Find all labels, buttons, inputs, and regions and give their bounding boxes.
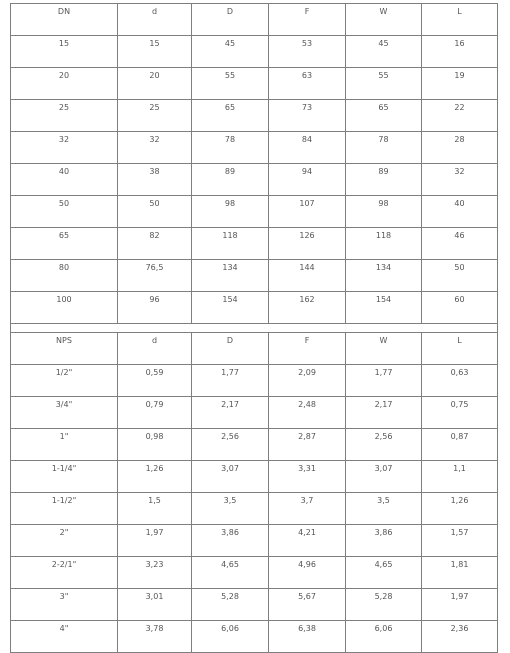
cell-value: 76,5 — [145, 263, 164, 272]
cell-value: 3,5 — [377, 496, 390, 505]
table-cell — [11, 36, 118, 68]
table-cell — [422, 164, 498, 196]
table-cell — [346, 132, 422, 164]
table-row — [11, 196, 498, 228]
table-cell — [346, 196, 422, 228]
table-cell — [346, 228, 422, 260]
header-cell — [269, 333, 346, 365]
table-cell — [422, 196, 498, 228]
metric-header-row — [11, 4, 498, 36]
table-row — [11, 397, 498, 429]
cell-value: 60 — [454, 295, 465, 304]
header-cell — [11, 333, 118, 365]
cell-value: 5,28 — [374, 592, 393, 601]
table-cell — [422, 621, 498, 653]
cell-value: 2,36 — [450, 624, 469, 633]
cell-value: 55 — [224, 71, 236, 80]
cell-value: 32 — [149, 135, 160, 144]
cell-value: 65 — [224, 103, 236, 112]
cell-value: 3,7 — [300, 496, 314, 505]
cell-value: 2,09 — [298, 368, 316, 377]
cell-value: 1,26 — [145, 464, 164, 473]
cell-value: 46 — [454, 231, 465, 240]
table-cell — [422, 461, 498, 493]
cell-value: 3,07 — [374, 464, 393, 473]
cell-value: 84 — [301, 135, 313, 144]
table-cell — [269, 621, 346, 653]
table-cell — [11, 397, 118, 429]
header-label: W — [379, 7, 388, 16]
cell-value: 45 — [224, 39, 236, 48]
cell-value: 1,5 — [148, 496, 161, 505]
table-row — [11, 260, 498, 292]
cell-value: 40 — [454, 199, 465, 208]
table-cell — [11, 461, 118, 493]
section-spacer-row — [11, 324, 498, 333]
cell-value: 154 — [375, 295, 392, 304]
table-cell — [422, 36, 498, 68]
cell-value: 53 — [301, 39, 313, 48]
header-cell — [346, 4, 422, 36]
header-label: F — [304, 336, 310, 345]
table-cell — [118, 589, 192, 621]
cell-value: 15 — [149, 39, 160, 48]
table-cell — [11, 164, 118, 196]
cell-value: 100 — [56, 295, 72, 304]
header-cell — [346, 333, 422, 365]
cell-value: 96 — [149, 295, 160, 304]
cell-value: 20 — [149, 71, 160, 80]
cell-value: 0,98 — [145, 432, 164, 441]
table-row — [11, 292, 498, 324]
table-cell — [346, 525, 422, 557]
table-cell — [192, 493, 269, 525]
header-cell — [118, 4, 192, 36]
cell-value: 78 — [224, 135, 236, 144]
cell-value: 50 — [58, 199, 70, 208]
cell-value: 94 — [301, 167, 313, 176]
table-row — [11, 164, 498, 196]
table-cell — [192, 557, 269, 589]
cell-value: 3" — [59, 592, 69, 601]
cell-value: 3,23 — [145, 560, 164, 569]
table-cell — [11, 589, 118, 621]
cell-value: 65 — [378, 103, 389, 112]
cell-value: 50 — [149, 199, 160, 208]
cell-value: 78 — [378, 135, 389, 144]
table-row — [11, 228, 498, 260]
cell-value: 6,06 — [374, 624, 393, 633]
table-cell — [11, 260, 118, 292]
table-cell — [269, 429, 346, 461]
cell-value: 4" — [59, 624, 69, 633]
table-cell — [118, 228, 192, 260]
cell-value: 134 — [222, 263, 238, 272]
header-cell — [192, 333, 269, 365]
table-cell — [346, 589, 422, 621]
table-cell — [192, 228, 269, 260]
table-row — [11, 621, 498, 653]
table-cell — [11, 292, 118, 324]
table-cell — [346, 397, 422, 429]
table-cell — [422, 260, 498, 292]
table-cell — [346, 36, 422, 68]
cell-value: 2,17 — [374, 400, 393, 409]
table-cell — [192, 621, 269, 653]
table-cell — [269, 228, 346, 260]
cell-value: 73 — [301, 103, 313, 112]
cell-value: 1,81 — [450, 560, 469, 569]
table-cell — [118, 429, 192, 461]
cell-value: 3,86 — [221, 528, 239, 537]
table-cell — [118, 100, 192, 132]
table-cell — [269, 260, 346, 292]
cell-value: 4,65 — [221, 560, 239, 569]
header-label: L — [457, 336, 462, 345]
table-row — [11, 365, 498, 397]
cell-value: 1,77 — [221, 368, 239, 377]
spacer-cell — [11, 324, 498, 333]
cell-value: 20 — [58, 71, 70, 80]
cell-value: 25 — [58, 103, 70, 112]
table-cell — [118, 525, 192, 557]
cell-value: 1,77 — [374, 368, 393, 377]
cell-value: 15 — [58, 39, 70, 48]
table-cell — [422, 589, 498, 621]
table-cell — [192, 589, 269, 621]
table-row — [11, 525, 498, 557]
cell-value: 2,48 — [298, 400, 316, 409]
table-cell — [346, 461, 422, 493]
table-cell — [269, 164, 346, 196]
table-cell — [118, 621, 192, 653]
table-cell — [11, 621, 118, 653]
cell-value: 144 — [299, 263, 315, 272]
header-label: D — [226, 336, 234, 345]
table-cell — [269, 589, 346, 621]
table-row — [11, 557, 498, 589]
table-cell — [269, 36, 346, 68]
table-cell — [422, 228, 498, 260]
cell-value: 3,07 — [221, 464, 239, 473]
table-cell — [346, 557, 422, 589]
table-cell — [346, 621, 422, 653]
cell-value: 1" — [59, 432, 69, 441]
header-cell — [269, 4, 346, 36]
table-cell — [11, 429, 118, 461]
table-cell — [269, 100, 346, 132]
table-cell — [422, 493, 498, 525]
table-cell — [11, 493, 118, 525]
cell-value: 38 — [149, 167, 160, 176]
table-cell — [269, 68, 346, 100]
table-cell — [346, 100, 422, 132]
cell-value: 0,87 — [450, 432, 469, 441]
cell-value: 5,67 — [298, 592, 316, 601]
dimensions-table — [10, 3, 498, 653]
cell-value: 6,06 — [221, 624, 239, 633]
cell-value: 19 — [454, 71, 465, 80]
table-cell — [346, 164, 422, 196]
cell-value: 1,97 — [450, 592, 469, 601]
header-label: d — [151, 7, 158, 16]
cell-value: 1,1 — [453, 464, 466, 473]
cell-value: 80 — [58, 263, 70, 272]
table-cell — [118, 493, 192, 525]
cell-value: 0,59 — [145, 368, 164, 377]
table-cell — [118, 196, 192, 228]
table-cell — [192, 429, 269, 461]
cell-value: 134 — [375, 263, 392, 272]
header-cell — [11, 4, 118, 36]
header-label: W — [379, 336, 388, 345]
table-cell — [118, 365, 192, 397]
cell-value: 118 — [375, 231, 392, 240]
cell-value: 0,63 — [450, 368, 469, 377]
cell-value: 107 — [299, 199, 315, 208]
table-row — [11, 493, 498, 525]
header-cell — [118, 333, 192, 365]
table-cell — [269, 525, 346, 557]
cell-value: 3,5 — [223, 496, 237, 505]
cell-value: 16 — [454, 39, 465, 48]
table-cell — [346, 365, 422, 397]
table-cell — [192, 68, 269, 100]
table-cell — [192, 461, 269, 493]
cell-value: 2,56 — [374, 432, 393, 441]
cell-value: 2,17 — [221, 400, 239, 409]
table-cell — [422, 365, 498, 397]
cell-value: 50 — [454, 263, 465, 272]
table-cell — [118, 164, 192, 196]
cell-value: 4,21 — [298, 528, 316, 537]
cell-value: 154 — [222, 295, 238, 304]
table-cell — [422, 68, 498, 100]
cell-value: 82 — [149, 231, 160, 240]
table-row — [11, 100, 498, 132]
table-row — [11, 36, 498, 68]
table-cell — [11, 132, 118, 164]
cell-value: 3/4" — [55, 400, 73, 409]
table-cell — [11, 196, 118, 228]
header-cell — [192, 4, 269, 36]
header-label: NPS — [56, 336, 72, 345]
cell-value: 6,38 — [298, 624, 316, 633]
cell-value: 98 — [224, 199, 236, 208]
cell-value: 0,75 — [450, 400, 469, 409]
table-cell — [11, 228, 118, 260]
table-cell — [269, 397, 346, 429]
cell-value: 3,31 — [298, 464, 316, 473]
cell-value: 63 — [301, 71, 313, 80]
table-cell — [118, 292, 192, 324]
table-cell — [118, 68, 192, 100]
cell-value: 4,96 — [298, 560, 316, 569]
table-row — [11, 589, 498, 621]
cell-value: 0,79 — [145, 400, 164, 409]
imperial-header-row — [11, 333, 498, 365]
table-row — [11, 461, 498, 493]
table-cell — [118, 36, 192, 68]
table-cell — [269, 132, 346, 164]
header-cell — [422, 333, 498, 365]
cell-value: 89 — [224, 167, 236, 176]
table-cell — [192, 196, 269, 228]
cell-value: 1/2" — [55, 368, 73, 377]
cell-value: 89 — [378, 167, 389, 176]
cell-value: 22 — [454, 103, 465, 112]
cell-value: 45 — [378, 39, 389, 48]
table-cell — [422, 132, 498, 164]
table-cell — [269, 557, 346, 589]
table-cell — [192, 100, 269, 132]
dimensions-table-container — [10, 3, 497, 653]
cell-value: 3,86 — [374, 528, 393, 537]
table-row — [11, 429, 498, 461]
table-cell — [118, 461, 192, 493]
header-cell — [422, 4, 498, 36]
cell-value: 32 — [454, 167, 465, 176]
header-label: D — [226, 7, 234, 16]
cell-value: 25 — [149, 103, 160, 112]
cell-value: 65 — [58, 231, 70, 240]
table-cell — [422, 525, 498, 557]
table-cell — [269, 461, 346, 493]
table-cell — [11, 100, 118, 132]
table-cell — [346, 68, 422, 100]
table-cell — [192, 132, 269, 164]
table-cell — [422, 100, 498, 132]
table-cell — [118, 132, 192, 164]
cell-value: 162 — [299, 295, 315, 304]
header-label: L — [457, 7, 462, 16]
table-row — [11, 68, 498, 100]
table-cell — [269, 365, 346, 397]
table-cell — [346, 429, 422, 461]
cell-value: 98 — [378, 199, 389, 208]
cell-value: 2-2/1" — [51, 560, 77, 569]
table-cell — [269, 493, 346, 525]
table-cell — [192, 365, 269, 397]
table-cell — [11, 365, 118, 397]
cell-value: 2" — [59, 528, 69, 537]
cell-value: 1-1/2" — [51, 496, 77, 505]
cell-value: 2,87 — [298, 432, 316, 441]
table-cell — [422, 397, 498, 429]
table-cell — [422, 292, 498, 324]
table-cell — [118, 260, 192, 292]
cell-value: 126 — [299, 231, 315, 240]
table-row — [11, 132, 498, 164]
table-cell — [192, 260, 269, 292]
table-cell — [11, 525, 118, 557]
header-label: d — [151, 336, 158, 345]
cell-value: 5,28 — [221, 592, 239, 601]
header-label: F — [304, 7, 310, 16]
table-cell — [192, 36, 269, 68]
cell-value: 1,57 — [450, 528, 469, 537]
table-cell — [192, 292, 269, 324]
cell-value: 3,01 — [145, 592, 164, 601]
cell-value: 32 — [58, 135, 70, 144]
cell-value: 40 — [58, 167, 70, 176]
table-cell — [269, 196, 346, 228]
cell-value: 3,78 — [145, 624, 164, 633]
table-cell — [11, 68, 118, 100]
cell-value: 1,26 — [450, 496, 469, 505]
table-cell — [422, 557, 498, 589]
cell-value: 118 — [222, 231, 238, 240]
header-label: DN — [57, 7, 71, 16]
table-cell — [346, 292, 422, 324]
table-cell — [346, 260, 422, 292]
table-cell — [11, 557, 118, 589]
cell-value: 4,65 — [374, 560, 393, 569]
table-cell — [192, 397, 269, 429]
table-cell — [118, 397, 192, 429]
cell-value: 1,97 — [145, 528, 164, 537]
cell-value: 28 — [454, 135, 465, 144]
cell-value: 2,56 — [221, 432, 239, 441]
table-cell — [346, 493, 422, 525]
table-cell — [192, 525, 269, 557]
cell-value: 55 — [378, 71, 389, 80]
table-cell — [192, 164, 269, 196]
table-cell — [118, 557, 192, 589]
cell-value: 1-1/4" — [51, 464, 77, 473]
table-cell — [422, 429, 498, 461]
table-cell — [269, 292, 346, 324]
